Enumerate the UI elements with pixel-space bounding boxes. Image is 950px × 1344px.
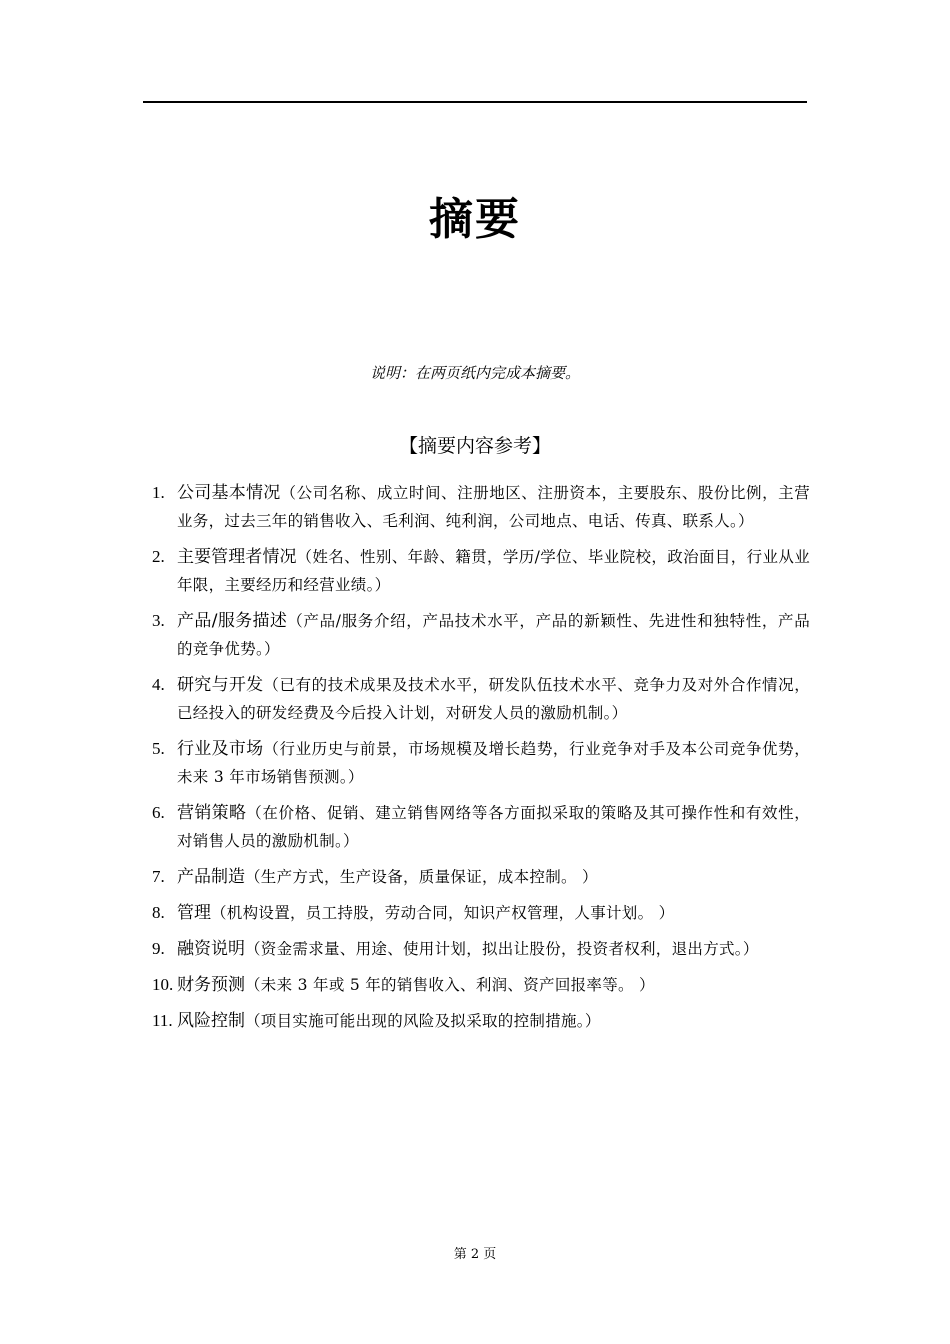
item-term: 公司基本情况 xyxy=(177,483,281,503)
item-term: 研究与开发 xyxy=(177,675,264,695)
page-title: 摘要 xyxy=(429,194,521,245)
list-item xyxy=(150,899,810,927)
item-number: 1. xyxy=(152,483,165,502)
item-number: 5. xyxy=(152,739,165,758)
item-description: （姓名、性别、年龄、籍贯，学历/学位、毕业院校，政治面目，行业从业年限，主要经历和经营业绩。） xyxy=(177,548,811,594)
item-description: （生产方式，生产设备，质量保证，成本控制。 ） xyxy=(245,868,598,886)
list-item xyxy=(150,671,810,727)
reference-heading: 【摘要内容参考】 xyxy=(398,435,551,457)
instruction-note: 说明：在两页纸内完成本摘要。 xyxy=(369,364,580,382)
item-description: （未来 3 年或 5 年的销售收入、利润、资产回报率等。 ） xyxy=(245,976,655,994)
item-term: 风险控制 xyxy=(177,1011,245,1031)
item-description: （产品/服务介绍，产品技术水平，产品的新颖性、先进性和独特性，产品的竞争优势。） xyxy=(177,612,810,658)
item-number: 9. xyxy=(152,939,165,958)
item-description: （行业历史与前景，市场规模及增长趋势，行业竞争对手及本公司竞争优势，未来 3 年市场销售预测。） xyxy=(177,740,811,786)
list-item xyxy=(150,607,810,663)
item-term: 营销策略 xyxy=(177,803,247,823)
list-item xyxy=(150,935,810,963)
list-item xyxy=(150,735,810,791)
item-description: （公司名称、成立时间、注册地区、注册资本，主要股东、股份比例，主营业务，过去三年的销售收入、毛利润、纯利润，公司地点、电话、传真、联系人。） xyxy=(177,484,810,530)
item-number: 3. xyxy=(152,611,165,630)
item-description: （资金需求量、用途、使用计划，拟出让股份，投资者权利，退出方式。） xyxy=(245,940,759,958)
page-number: 第 2 页 xyxy=(453,1247,497,1262)
list-item xyxy=(150,971,810,999)
item-number: 11. xyxy=(152,1011,173,1030)
item-number: 10. xyxy=(152,975,174,994)
item-term: 产品/服务描述 xyxy=(177,611,288,631)
item-description: （项目实施可能出现的风险及拟采取的控制措施。） xyxy=(245,1012,601,1030)
header-rule xyxy=(143,101,807,103)
item-description: （在价格、促销、建立销售网络等各方面拟采取的策略及其可操作性和有效性，对销售人员的激励机制。） xyxy=(177,804,810,850)
item-term: 产品制造 xyxy=(177,867,245,887)
item-number: 6. xyxy=(152,803,165,822)
list-item xyxy=(150,863,810,891)
item-term: 主要管理者情况 xyxy=(177,547,297,567)
list-item xyxy=(150,799,810,855)
list-item xyxy=(150,1007,810,1035)
item-number: 7. xyxy=(152,867,165,886)
item-number: 8. xyxy=(152,903,165,922)
item-term: 管理 xyxy=(177,903,211,923)
item-description: （机构设置，员工持股，劳动合同，知识产权管理，人事计划。 ） xyxy=(211,904,675,922)
reference-list xyxy=(150,479,810,1043)
list-item xyxy=(150,479,810,535)
item-number: 2. xyxy=(152,547,165,566)
item-number: 4. xyxy=(152,675,165,694)
item-term: 行业及市场 xyxy=(177,739,264,759)
item-term: 融资说明 xyxy=(177,939,245,959)
item-term: 财务预测 xyxy=(177,975,245,995)
list-item xyxy=(150,543,810,599)
item-description: （已有的技术成果及技术水平，研发队伍技术水平、竞争力及对外合作情况，已经投入的研发经费及今后投入计划，对研发人员的激励机制。） xyxy=(177,676,811,722)
